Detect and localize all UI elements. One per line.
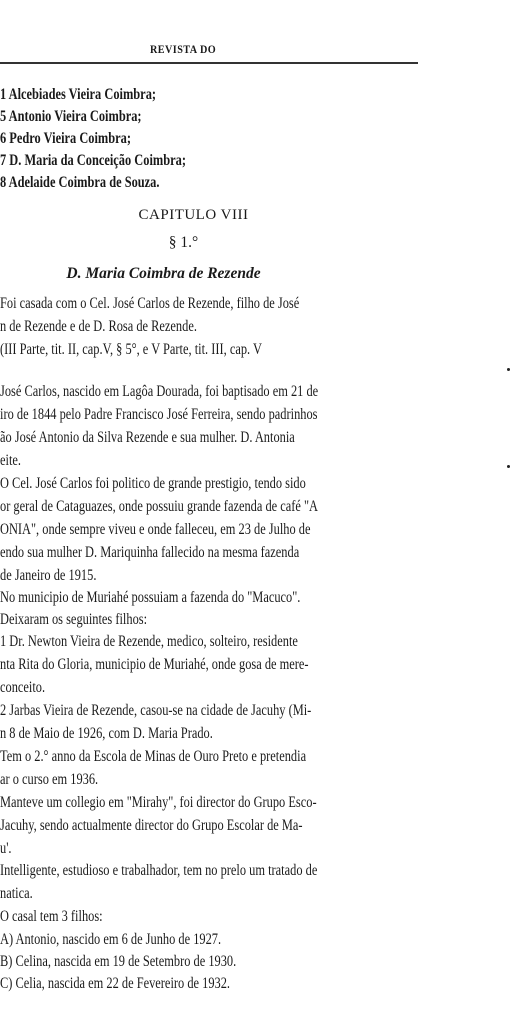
text-line: conceito.: [0, 679, 46, 696]
list-item: B) Celina, nascida em 19 de Setembro de 1930.: [0, 953, 237, 970]
text-line: Foi casada com o Cel. José Carlos de Rezende, filho de José: [0, 295, 300, 312]
section-heading: § 1.°: [168, 234, 199, 251]
text-line: endo sua mulher D. Mariquinha fallecido na mesma fazenda: [0, 544, 300, 561]
print-speck: [507, 465, 510, 468]
list-item: 6 Pedro Vieira Coimbra;: [0, 130, 131, 147]
text-line: iro de 1844 pelo Padre Francisco José Ferreira, sendo padrinhos: [0, 406, 318, 423]
text-line: Tem o 2.° anno da Escola de Minas de Ouro Preto e pretendia: [0, 748, 307, 765]
list-item: A) Antonio, nascido em 6 de Junho de 1927.: [0, 931, 222, 948]
text-line: (III Parte, tit. II, cap.V, § 5°, e V Parte, tit. III, cap. V: [0, 341, 262, 358]
header-rule: [0, 62, 418, 64]
text-line: nta Rita do Gloria, municipio de Muriahé, onde gosa de mere-: [0, 656, 309, 673]
list-item: 7 D. Maria da Conceição Coimbra;: [0, 152, 186, 169]
text-line: natica.: [0, 885, 33, 902]
running-head: REVISTA DO: [150, 42, 217, 56]
text-line: Deixaram os seguintes filhos:: [0, 611, 148, 628]
text-line: No municipio de Muriahé possuiam a fazenda do "Macuco".: [0, 589, 301, 606]
text-line: ar o curso em 1936.: [0, 771, 99, 788]
text-line: ão José Antonio da Silva Rezende e sua mulher. D. Antonia: [0, 429, 295, 446]
text-line: eite.: [0, 452, 21, 469]
list-item: 5 Antonio Vieira Coimbra;: [0, 108, 142, 125]
text-line: or geral de Cataguazes, onde possuiu grande fazenda de café "A: [0, 498, 319, 515]
text-line: de Janeiro de 1915.: [0, 567, 97, 584]
print-speck: [507, 368, 510, 371]
section-subtitle: D. Maria Coimbra de Rezende: [66, 265, 261, 282]
text-line: 2 Jarbas Vieira de Rezende, casou-se na cidade de Jacuhy (Mi-: [0, 702, 312, 719]
list-item: 1 Alcebiades Vieira Coimbra;: [0, 86, 157, 103]
list-item: 8 Adelaide Coimbra de Souza.: [0, 174, 160, 191]
text-line: n de Rezende e de D. Rosa de Rezende.: [0, 318, 197, 335]
text-line: u'.: [0, 840, 12, 857]
text-line: José Carlos, nascido em Lagôa Dourada, foi baptisado em 21 de: [0, 383, 319, 400]
text-line: ONIA", onde sempre viveu e onde falleceu, em 23 de Julho de: [0, 521, 311, 538]
text-line: n 8 de Maio de 1926, com D. Maria Prado.: [0, 725, 213, 742]
text-line: O casal tem 3 filhos:: [0, 908, 103, 925]
chapter-heading: CAPITULO VIII: [138, 207, 249, 223]
text-line: O Cel. José Carlos foi politico de grande prestigio, tendo sido: [0, 475, 306, 492]
text-line: Manteve um collegio em "Mirahy", foi director do Grupo Esco-: [0, 794, 317, 811]
text-line: Jacuhy, sendo actualmente director do Grupo Escolar de Ma-: [0, 817, 303, 834]
text-line: Intelligente, estudioso e trabalhador, tem no prelo um tratado de: [0, 862, 318, 879]
list-item: C) Celia, nascida em 22 de Fevereiro de 1932.: [0, 975, 231, 992]
text-line: 1 Dr. Newton Vieira de Rezende, medico, solteiro, residente: [0, 633, 298, 650]
